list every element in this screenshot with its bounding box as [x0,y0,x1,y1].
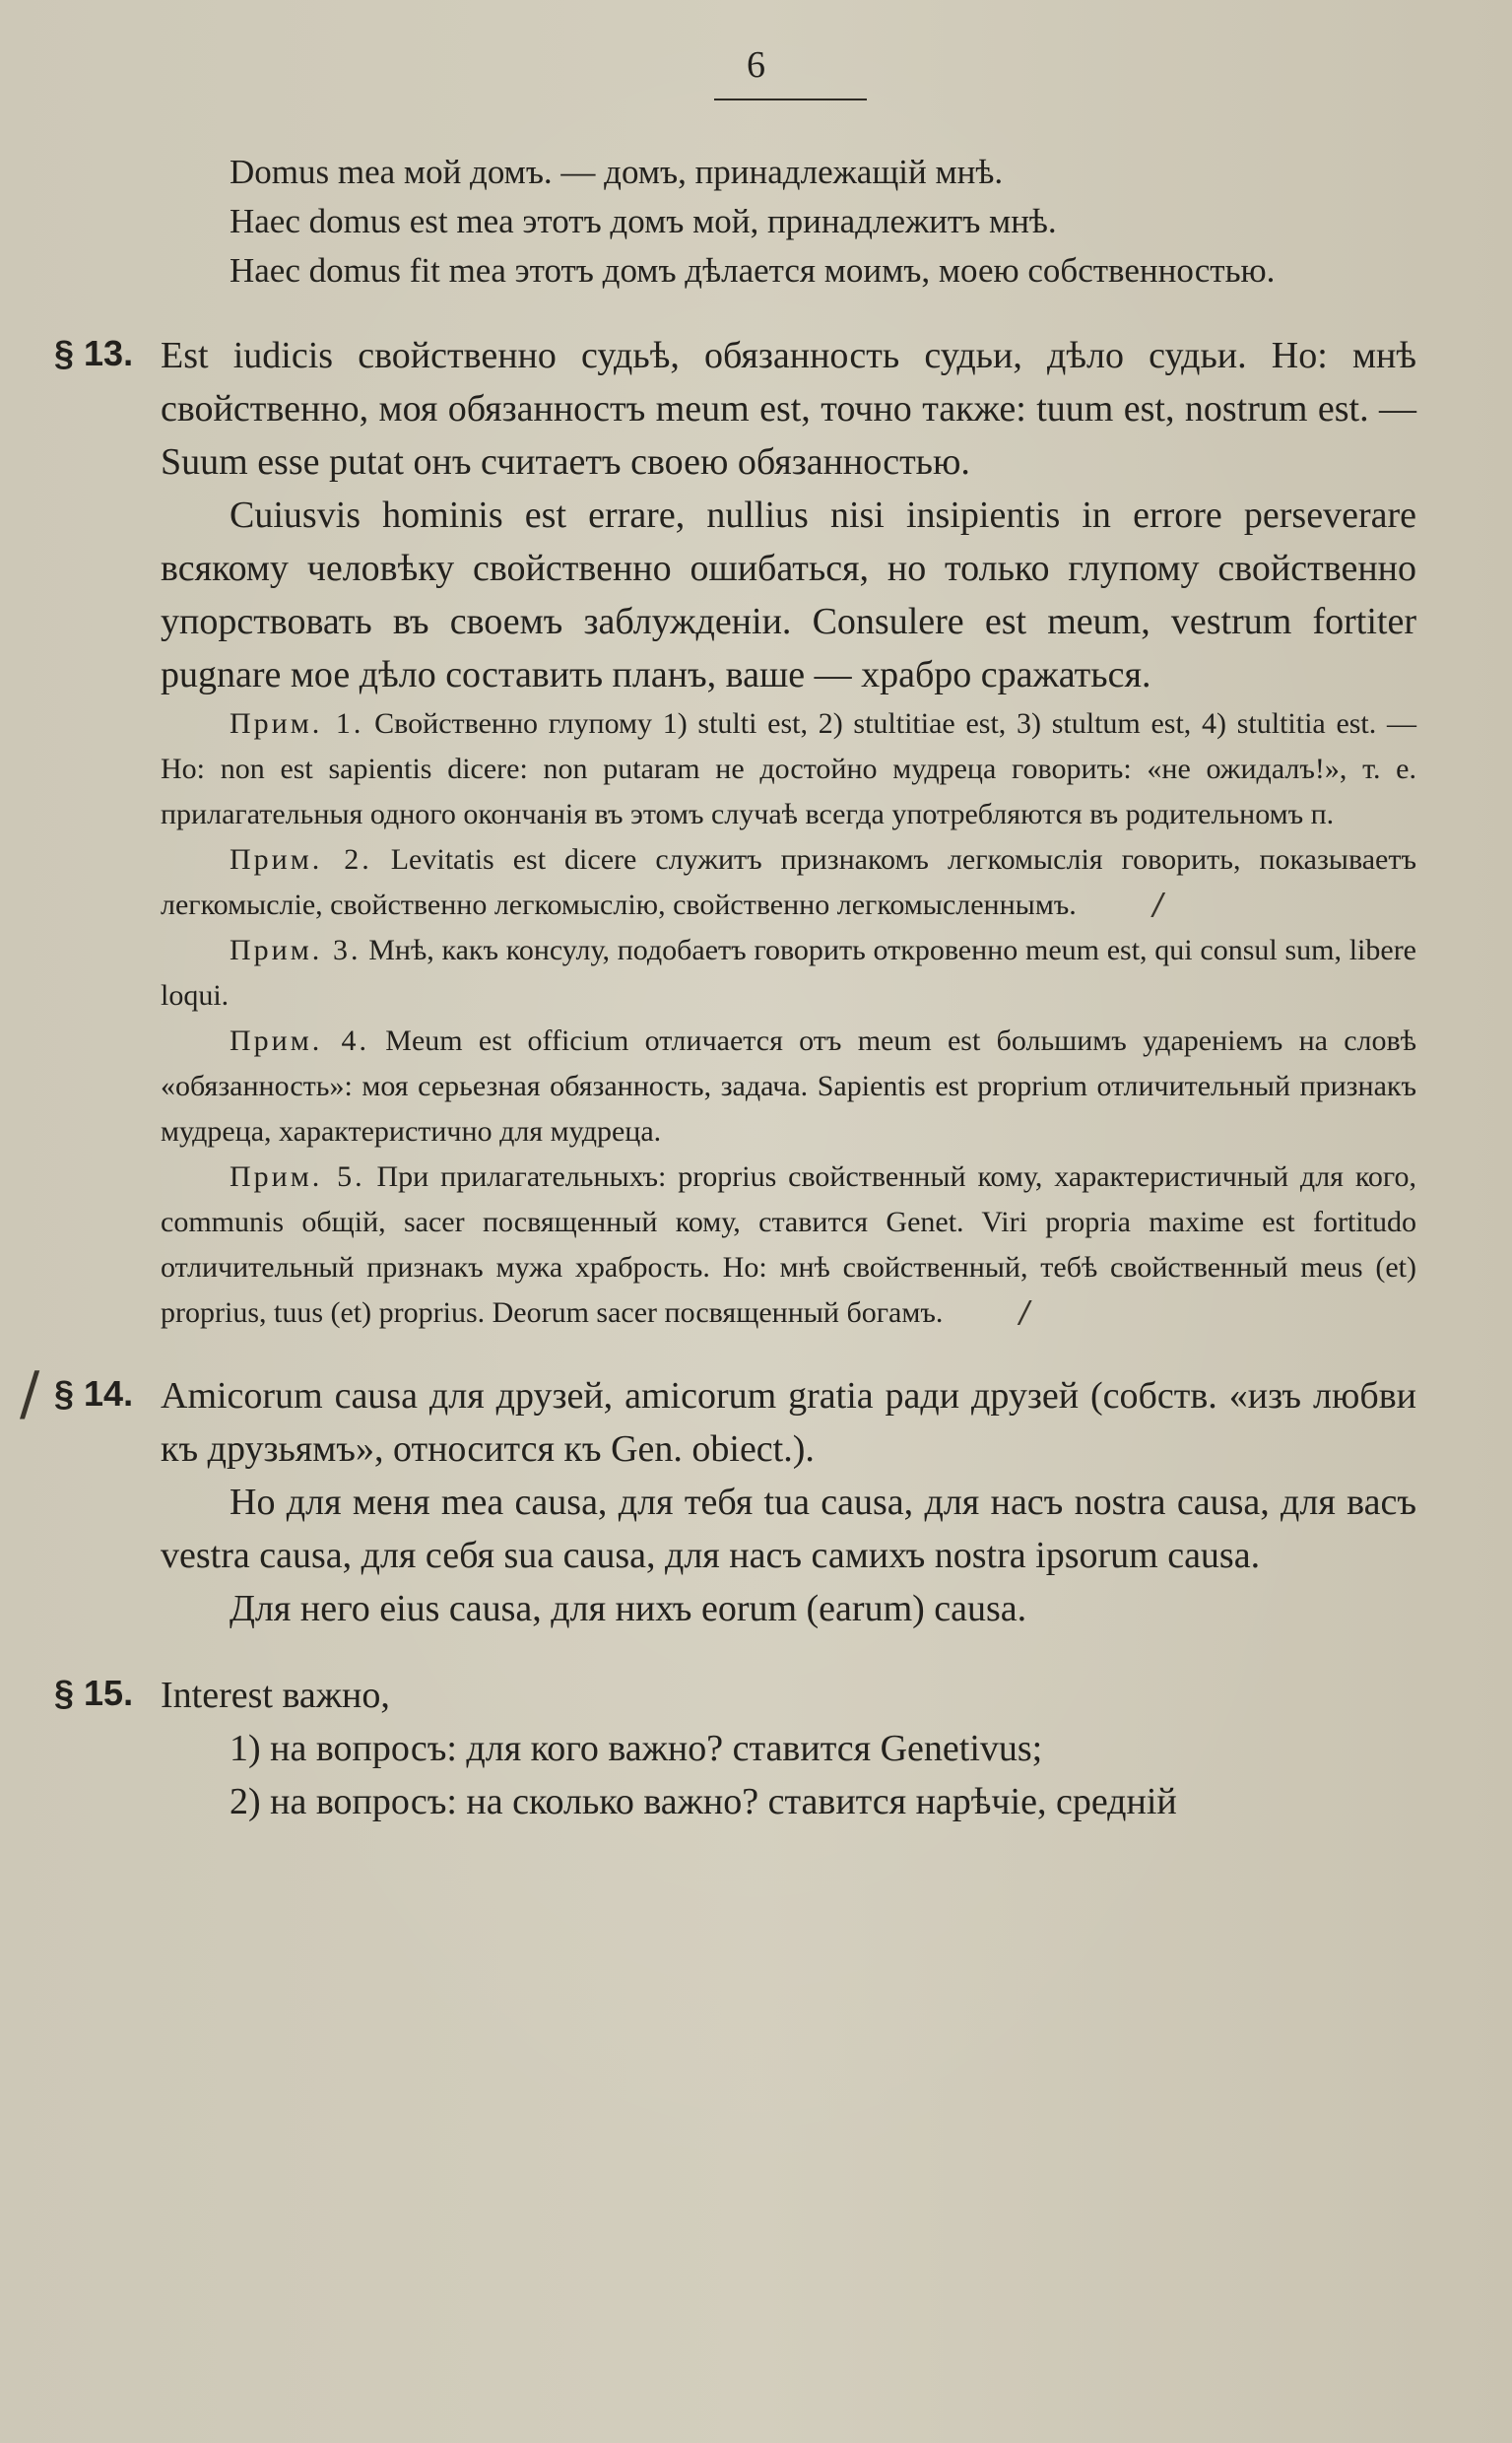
note-label: Прим. 3. [230,934,362,966]
note-1 [161,701,1416,837]
section-number: § 13. [54,333,134,373]
note-label: Прим. 5. [230,1160,365,1193]
note-text: Levitatis est dicere служитъ признакомъ легкомыслія говорить, показываетъ легкомысліе, свойственно легкомыслію, свойственно легкомысленнымъ. [161,843,1416,921]
header-rule [714,99,867,100]
pencil-slash-mark: / [1019,1295,1029,1330]
section-number: § 14. [54,1373,134,1414]
note-text: Мнѣ, какъ консулу, подобаетъ говорить откровенно meum est, qui consul sum, libere loqui. [161,934,1416,1012]
note-text: Meum est officium отличается отъ meum est большимъ удареніемъ на словѣ «обязанность»: моя серьезная обязанность, задача. Sapientis est proprium отличительный признакъ мудреца, характеристично для мудреца. [161,1024,1416,1148]
pencil-margin-mark: / [20,1359,40,1428]
intro-line: Haec domus fit mea этотъ домъ дѣлается моимъ, моею собственностью. [230,251,1276,290]
section-paragraph: 1) на вопросъ: для кого важно? ставится Genetivus; [230,1728,1043,1769]
section-paragraph: Interest важно, [161,1675,390,1716]
note-3 [161,928,1416,1019]
section-15 [54,1669,1416,1828]
note-label: Прим. 1. [230,707,364,740]
note-2 [161,837,1416,928]
section-paragraph: Est iudicis свойственно судьѣ, обязанность судьи, дѣло судьи. Но: мнѣ свойственно, моя обязанностъ meum est, точно также: tuum est, nostrum est. — Suum esse putat онъ считаетъ своею обязанностью. [161,335,1416,483]
section-paragraph: Cuiusvis hominis est errare, nullius nisi insipientis in errore perseverare всякому человѣку свойственно ошибаться, но только глупому свойственно упорствовать въ своемъ заблужденіи. Consulere est meum, vestrum fortiter pugnare мое дѣло составить планъ, ваше — храбро сражаться. [161,495,1416,695]
page-content [20,148,1416,1828]
section-number: § 15. [54,1673,134,1713]
note-label: Прим. 4. [230,1024,369,1057]
intro-line: Haec domus est mea этотъ домъ мой, принадлежитъ мнѣ. [230,202,1057,240]
section-paragraph: 2) на вопросъ: на сколько важно? ставится нарѣчіе, средній [230,1781,1177,1822]
page-number: 6 [747,44,765,86]
note-5 [161,1155,1416,1336]
section-14 [20,1359,1416,1635]
note-text: При прилагательныхъ: proprius свойственный кому, характеристичный для кого, communis общій, sacer посвященный кому, ставится Genet. Viri propria maxime est fortitudo отличительный признакъ мужа храбрость. Но: мнѣ свойственный, тебѣ свойственный meus (et) proprius, tuus (et) proprius. Deorum sacer посвященный богамъ. [161,1160,1416,1329]
section-paragraph: Но для меня mea causa, для тебя tua causa, для насъ nostra causa, для васъ vestra causa, для себя sua causa, для насъ самихъ nostra ipsorum causa. [161,1482,1416,1576]
note-text: Свойственно глупому 1) stulti est, 2) stultitiae est, 3) stultum est, 4) stultitia est. — Но: non est sapientis dicere: non putaram не достойно мудреца говорить: «не ожидалъ!», т. е. прилагательныя одного окончанія въ этомъ случаѣ всегда употребляются въ родительномъ п. [161,707,1416,830]
note-4 [161,1019,1416,1155]
pencil-slash-mark: / [1152,888,1163,922]
note-label: Прим. 2. [230,843,372,876]
section-paragraph: Amicorum causa для друзей, amicorum gratia ради друзей (собств. «изъ любви къ друзьямъ», относится къ Gen. obiect.). [161,1375,1416,1470]
intro-line: Domus mea мой домъ. — домъ, принадлежащій мнѣ. [230,153,1004,191]
section-paragraph: Для него eius causa, для нихъ eorum (earum) causa. [230,1588,1027,1629]
section-13 [54,329,1416,1336]
